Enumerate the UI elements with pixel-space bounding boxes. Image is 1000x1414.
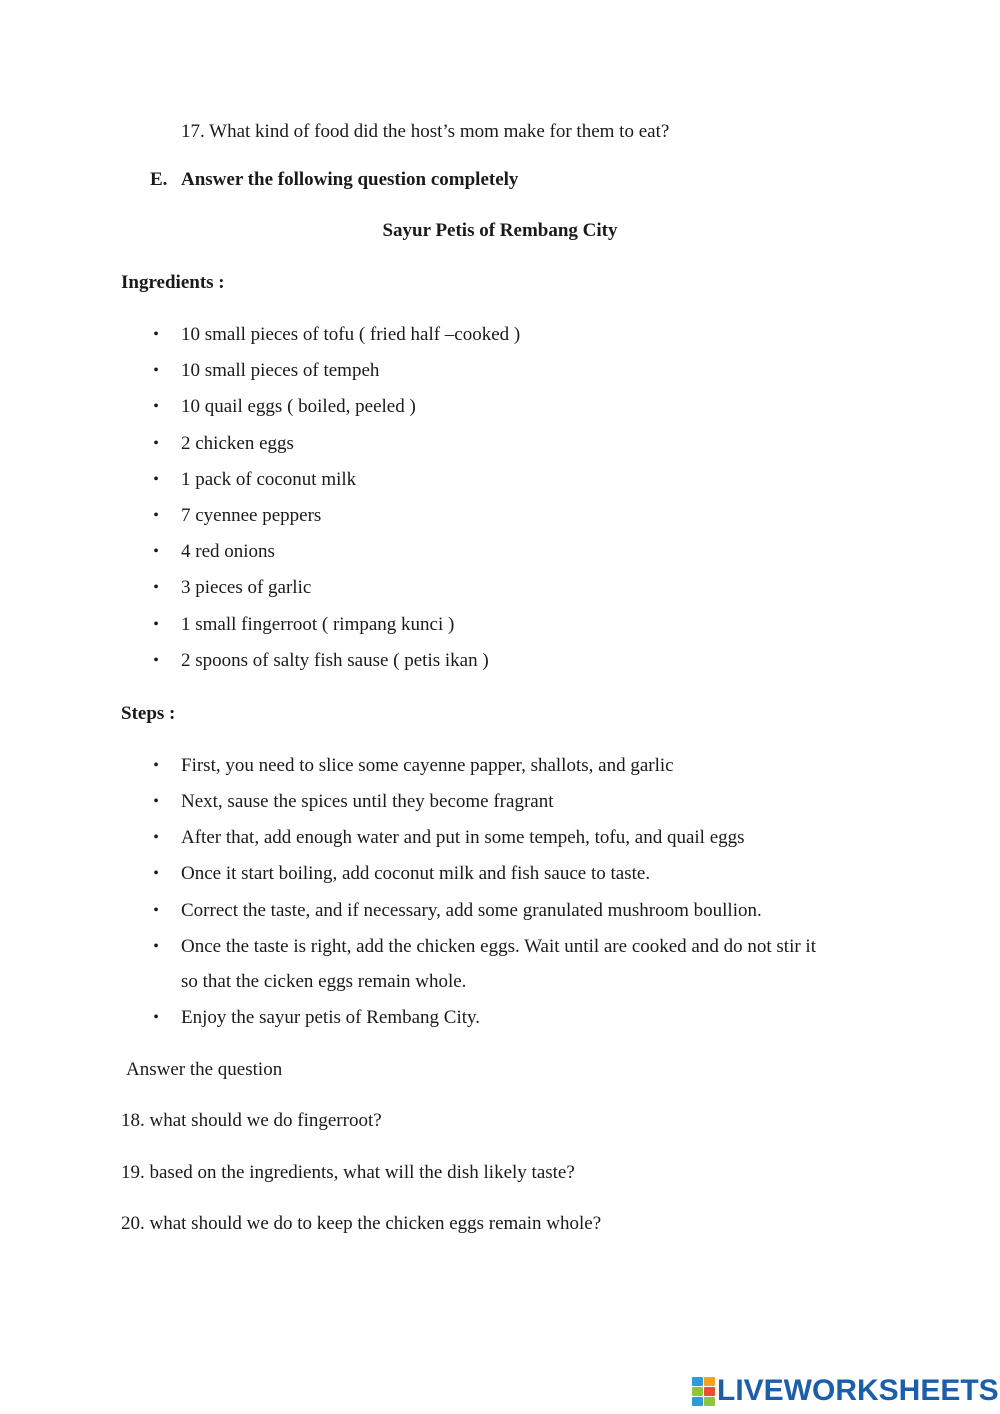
ingredient-text: 10 quail eggs ( boiled, peeled ) bbox=[181, 396, 416, 417]
bullet-icon: • bbox=[153, 938, 159, 955]
bullet-icon: • bbox=[153, 793, 159, 810]
ingredient-text: 4 red onions bbox=[181, 541, 275, 562]
bullet-icon: • bbox=[153, 326, 159, 343]
bullet-icon: • bbox=[153, 865, 159, 882]
logo-square bbox=[704, 1397, 715, 1406]
question-20: 20. what should we do to keep the chicken eggs remain whole? bbox=[121, 1213, 602, 1234]
steps-heading: Steps : bbox=[121, 703, 176, 724]
ingredient-text: 1 small fingerroot ( rimpang kunci ) bbox=[181, 614, 455, 635]
answer-heading: Answer the question bbox=[126, 1059, 283, 1080]
section-e-instruction: Answer the following question completely bbox=[181, 169, 519, 190]
step-text: Enjoy the sayur petis of Rembang City. bbox=[181, 1007, 481, 1028]
question-17: 17. What kind of food did the host’s mom make for them to eat? bbox=[181, 121, 670, 142]
bullet-icon: • bbox=[153, 471, 159, 488]
bullet-icon: • bbox=[153, 362, 159, 379]
liveworksheets-watermark[interactable] bbox=[692, 1373, 999, 1409]
ingredient-text: 10 small pieces of tofu ( fried half –cooked ) bbox=[181, 324, 521, 345]
logo-square bbox=[692, 1377, 703, 1386]
liveworksheets-logo-text: LIVEWORKSHEETS bbox=[717, 1374, 999, 1407]
ingredient-text: 10 small pieces of tempeh bbox=[181, 360, 380, 381]
bullet-icon: • bbox=[153, 616, 159, 633]
question-19: 19. based on the ingredients, what will the dish likely taste? bbox=[121, 1162, 575, 1183]
section-e-letter: E. bbox=[150, 169, 168, 190]
step-text: Next, sause the spices until they become fragrant bbox=[181, 791, 554, 812]
step-text: First, you need to slice some cayenne papper, shallots, and garlic bbox=[181, 755, 674, 776]
ingredient-text: 3 pieces of garlic bbox=[181, 577, 312, 598]
step-text-continued: so that the cicken eggs remain whole. bbox=[181, 971, 467, 992]
bullet-icon: • bbox=[153, 435, 159, 452]
step-text: Once the taste is right, add the chicken eggs. Wait until are cooked and do not stir it bbox=[181, 936, 816, 957]
step-text: Correct the taste, and if necessary, add some granulated mushroom boullion. bbox=[181, 900, 762, 921]
bullet-icon: • bbox=[153, 1009, 159, 1026]
logo-square bbox=[692, 1387, 703, 1396]
ingredients-heading: Ingredients : bbox=[121, 272, 225, 293]
bullet-icon: • bbox=[153, 507, 159, 524]
step-text: After that, add enough water and put in some tempeh, tofu, and quail eggs bbox=[181, 827, 745, 848]
question-18: 18. what should we do fingerroot? bbox=[121, 1110, 382, 1131]
bullet-icon: • bbox=[153, 543, 159, 560]
liveworksheets-logo-icon bbox=[692, 1377, 714, 1405]
ingredient-text: 7 cyennee peppers bbox=[181, 505, 322, 526]
step-text: Once it start boiling, add coconut milk and fish sauce to taste. bbox=[181, 863, 651, 884]
recipe-title: Sayur Petis of Rembang City bbox=[382, 220, 618, 241]
bullet-icon: • bbox=[153, 829, 159, 846]
bullet-icon: • bbox=[153, 902, 159, 919]
ingredient-text: 1 pack of coconut milk bbox=[181, 469, 357, 490]
logo-square bbox=[704, 1377, 715, 1386]
bullet-icon: • bbox=[153, 579, 159, 596]
ingredient-text: 2 chicken eggs bbox=[181, 433, 294, 454]
bullet-icon: • bbox=[153, 757, 159, 774]
bullet-icon: • bbox=[153, 398, 159, 415]
ingredient-text: 2 spoons of salty fish sause ( petis ikan ) bbox=[181, 650, 489, 671]
logo-square bbox=[704, 1387, 715, 1396]
bullet-icon: • bbox=[153, 652, 159, 669]
logo-square bbox=[692, 1397, 703, 1406]
